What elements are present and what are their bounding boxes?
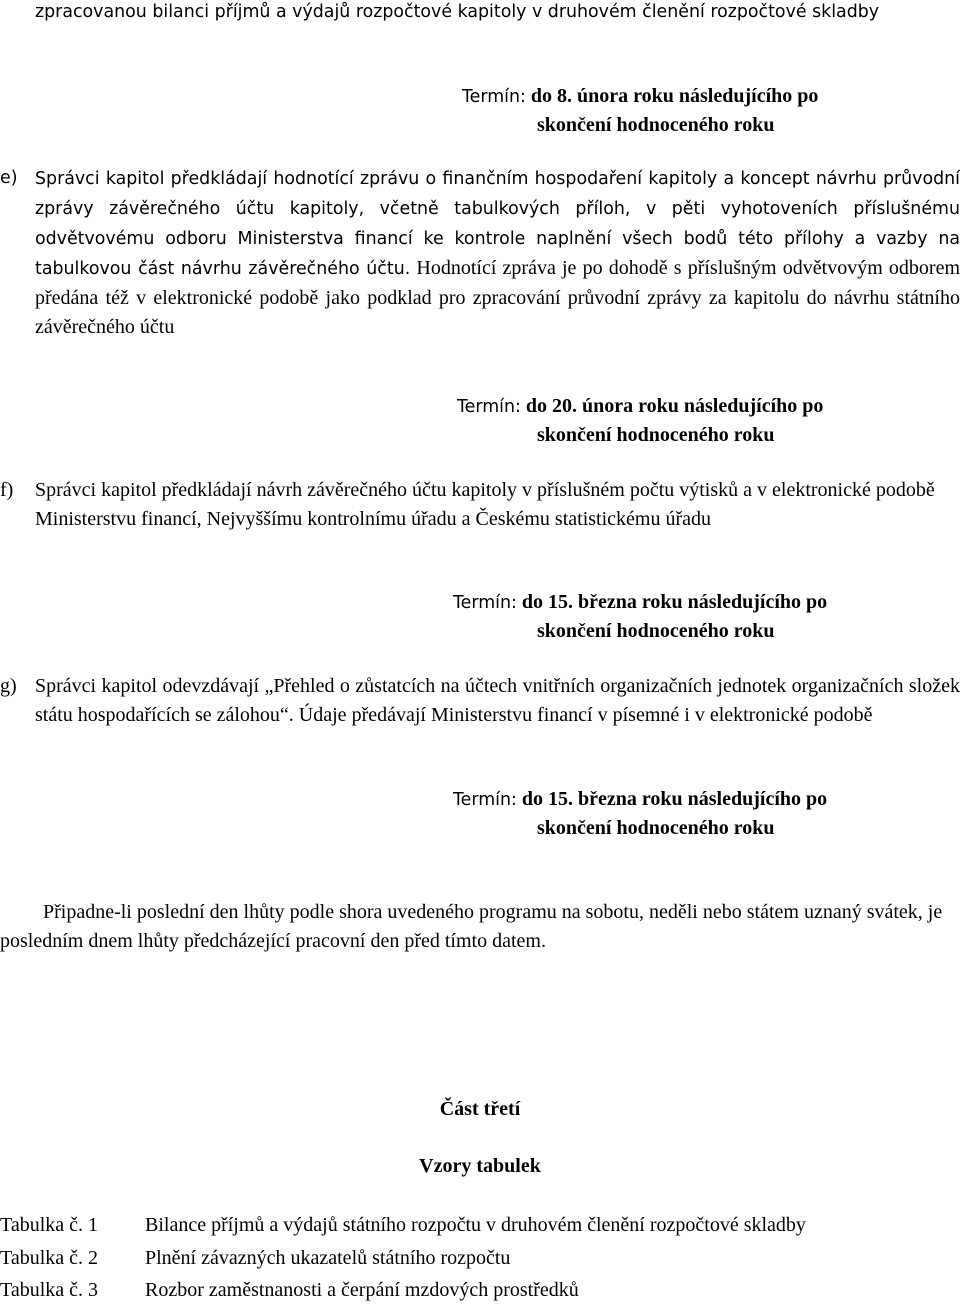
deadline-line2: skončení hodnoceného roku (537, 620, 775, 642)
item-letter: f) (0, 479, 14, 501)
item-text: Správci kapitol odevzdávají „Přehled o zůstatcích na účtech vnitřních organizačních jednotek organizačních složek státu hospodařících se zálohou“. Údaje předávají Ministerstvu financí v písemné i v elektronické podobě (35, 675, 960, 726)
part-subtitle: Vzory tabulek (419, 1155, 541, 1177)
deadline-line1 (453, 785, 827, 815)
item-body (35, 672, 960, 730)
deadline-line1 (457, 392, 823, 422)
deadline-rest: března roku následujícího po (578, 788, 828, 810)
deadline-line2: skončení hodnoceného roku (537, 424, 775, 446)
intro-paragraph-tail (35, 0, 960, 27)
deadline-label: Termín: (453, 593, 517, 613)
part-title: Část třetí (439, 1098, 521, 1120)
deadline-line2: skončení hodnoceného roku (537, 114, 775, 136)
deadline-rest: února roku následujícího po (582, 395, 824, 417)
deadline-rest: února roku následujícího po (577, 85, 819, 107)
deadline-line1 (462, 82, 818, 112)
item-body (35, 164, 960, 342)
item-letter: g) (0, 675, 17, 697)
deadline-rest: března roku následujícího po (578, 591, 828, 613)
intro-text: zpracovanou bilanci příjmů a výdajů rozpočtové kapitoly v druhovém členění rozpočtové skladby (35, 2, 880, 22)
item-text-serif: Hodnotící zpráva je po dohodě s příslušným odvětvovým odborem předána též v elektronické podobě jako podklad pro zpracování průvodní zprávy za kapitolu do návrhu státního závěrečného účtu (35, 257, 960, 338)
item-text: Správci kapitol předkládají návrh závěrečného účtu kapitoly v příslušném počtu výtisků a v elektronické podobě Ministerstvu financí, Nejvyššímu kontrolnímu úřadu a Českému statistickému úřadu (35, 479, 935, 530)
closing-note-text: Připadne-li poslední den lhůty podle shora uvedeného programu na sobotu, neděli nebo státem uznaný svátek, je posledním dnem lhůty předcházející pracovní den před tímto datem. (0, 901, 943, 952)
table-description: Plnění závazných ukazatelů státního rozpočtu (145, 1247, 511, 1269)
closing-note (0, 898, 960, 956)
deadline-label: Termín: (457, 397, 521, 417)
table-description: Bilance příjmů a výdajů státního rozpočtu v druhovém členění rozpočtové skladby (145, 1214, 806, 1236)
deadline-line2: skončení hodnoceného roku (537, 817, 775, 839)
table-label: Tabulka č. 3 (0, 1279, 99, 1301)
item-text-sans: Správci kapitol předkládají hodnotící zprávu o finančním hospodaření kapitoly a koncept návrhu průvodní zprávy závěrečného účtu kapitoly, včetně tabulkových příloh, v pěti vyhotoveních příslušnému odvětvovému odboru Ministerstva financí ke kontrole naplnění všech bodů této přílohy a vazby na tabulkovou část návrhu závěrečného účtu. (35, 169, 960, 279)
table-label: Tabulka č. 1 (0, 1214, 99, 1236)
deadline-day: do 8. (530, 85, 572, 107)
deadline-day: do 20. (525, 395, 577, 417)
deadline-day: do 15. (521, 591, 573, 613)
item-letter: e) (0, 168, 18, 188)
table-description: Rozbor zaměstnanosti a čerpání mzdových prostředků (145, 1279, 579, 1301)
table-label: Tabulka č. 2 (0, 1247, 99, 1269)
deadline-day: do 15. (521, 788, 573, 810)
item-body (35, 476, 960, 534)
deadline-label: Termín: (462, 87, 526, 107)
deadline-label: Termín: (453, 790, 517, 810)
deadline-line1 (453, 588, 827, 618)
